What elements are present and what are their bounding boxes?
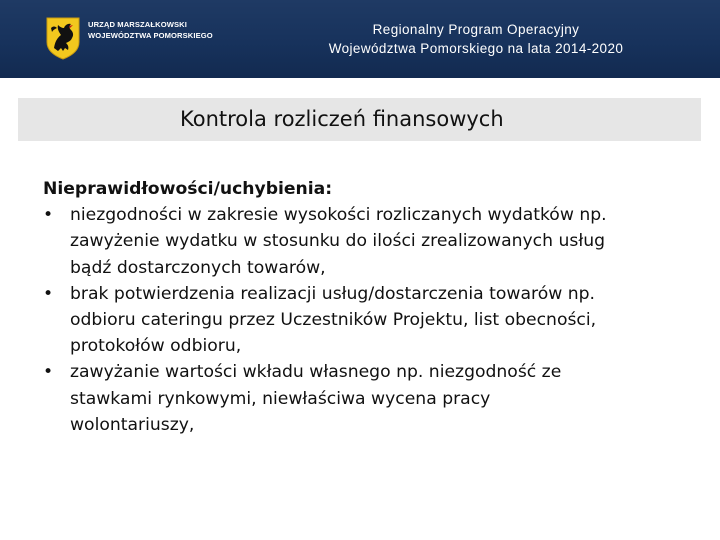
slide-title: Kontrola rozliczeń finansowych <box>180 107 504 131</box>
section-heading: Nieprawidłowości/uchybienia: <box>43 179 333 199</box>
bullet-marker: • <box>43 362 54 383</box>
bullet-marker: • <box>43 283 54 304</box>
bullet-item <box>43 202 693 281</box>
bullet-text-line: zawyżanie wartości wkładu własnego np. niezgodność ze <box>70 362 562 383</box>
slide-content <box>43 176 693 438</box>
logo-text-line-2: WOJEWÓDZTWA POMORSKIEGO <box>88 31 213 40</box>
bullet-item <box>43 281 693 360</box>
slide-title-bar <box>18 98 701 141</box>
pomorskie-griffin-icon <box>44 16 82 60</box>
bullet-text-line: niezgodności w zakresie wysokości rozliczanych wydatków np. <box>70 205 607 226</box>
bullet-text-line: stawkami rynkowymi, niewłaściwa wycena pracy <box>70 388 491 409</box>
bullet-item <box>43 359 693 438</box>
bullet-marker: • <box>43 205 54 226</box>
bullet-text-line: zawyżenie wydatku w stosunku do ilości zrealizowanych usług <box>70 231 606 252</box>
program-title-line-2: Województwa Pomorskiego na lata 2014-2020 <box>328 41 624 56</box>
logo-text <box>88 19 213 41</box>
bullet-list <box>43 202 693 438</box>
bullet-text-line: protokołów odbioru, <box>70 336 242 357</box>
bullet-text-line: wolontariuszy, <box>70 414 195 435</box>
bullet-text-line: bądź dostarczonych towarów, <box>70 257 326 278</box>
program-title-line-1: Regionalny Program Operacyjny <box>372 22 580 37</box>
header-banner <box>0 0 720 78</box>
program-title <box>266 20 686 58</box>
logo-text-line-1: URZĄD MARSZAŁKOWSKI <box>88 20 187 29</box>
bullet-text-line: odbioru cateringu przez Uczestników Projektu, list obecności, <box>70 310 597 331</box>
bullet-text-line: brak potwierdzenia realizacji usług/dostarczenia towarów np. <box>70 283 596 304</box>
